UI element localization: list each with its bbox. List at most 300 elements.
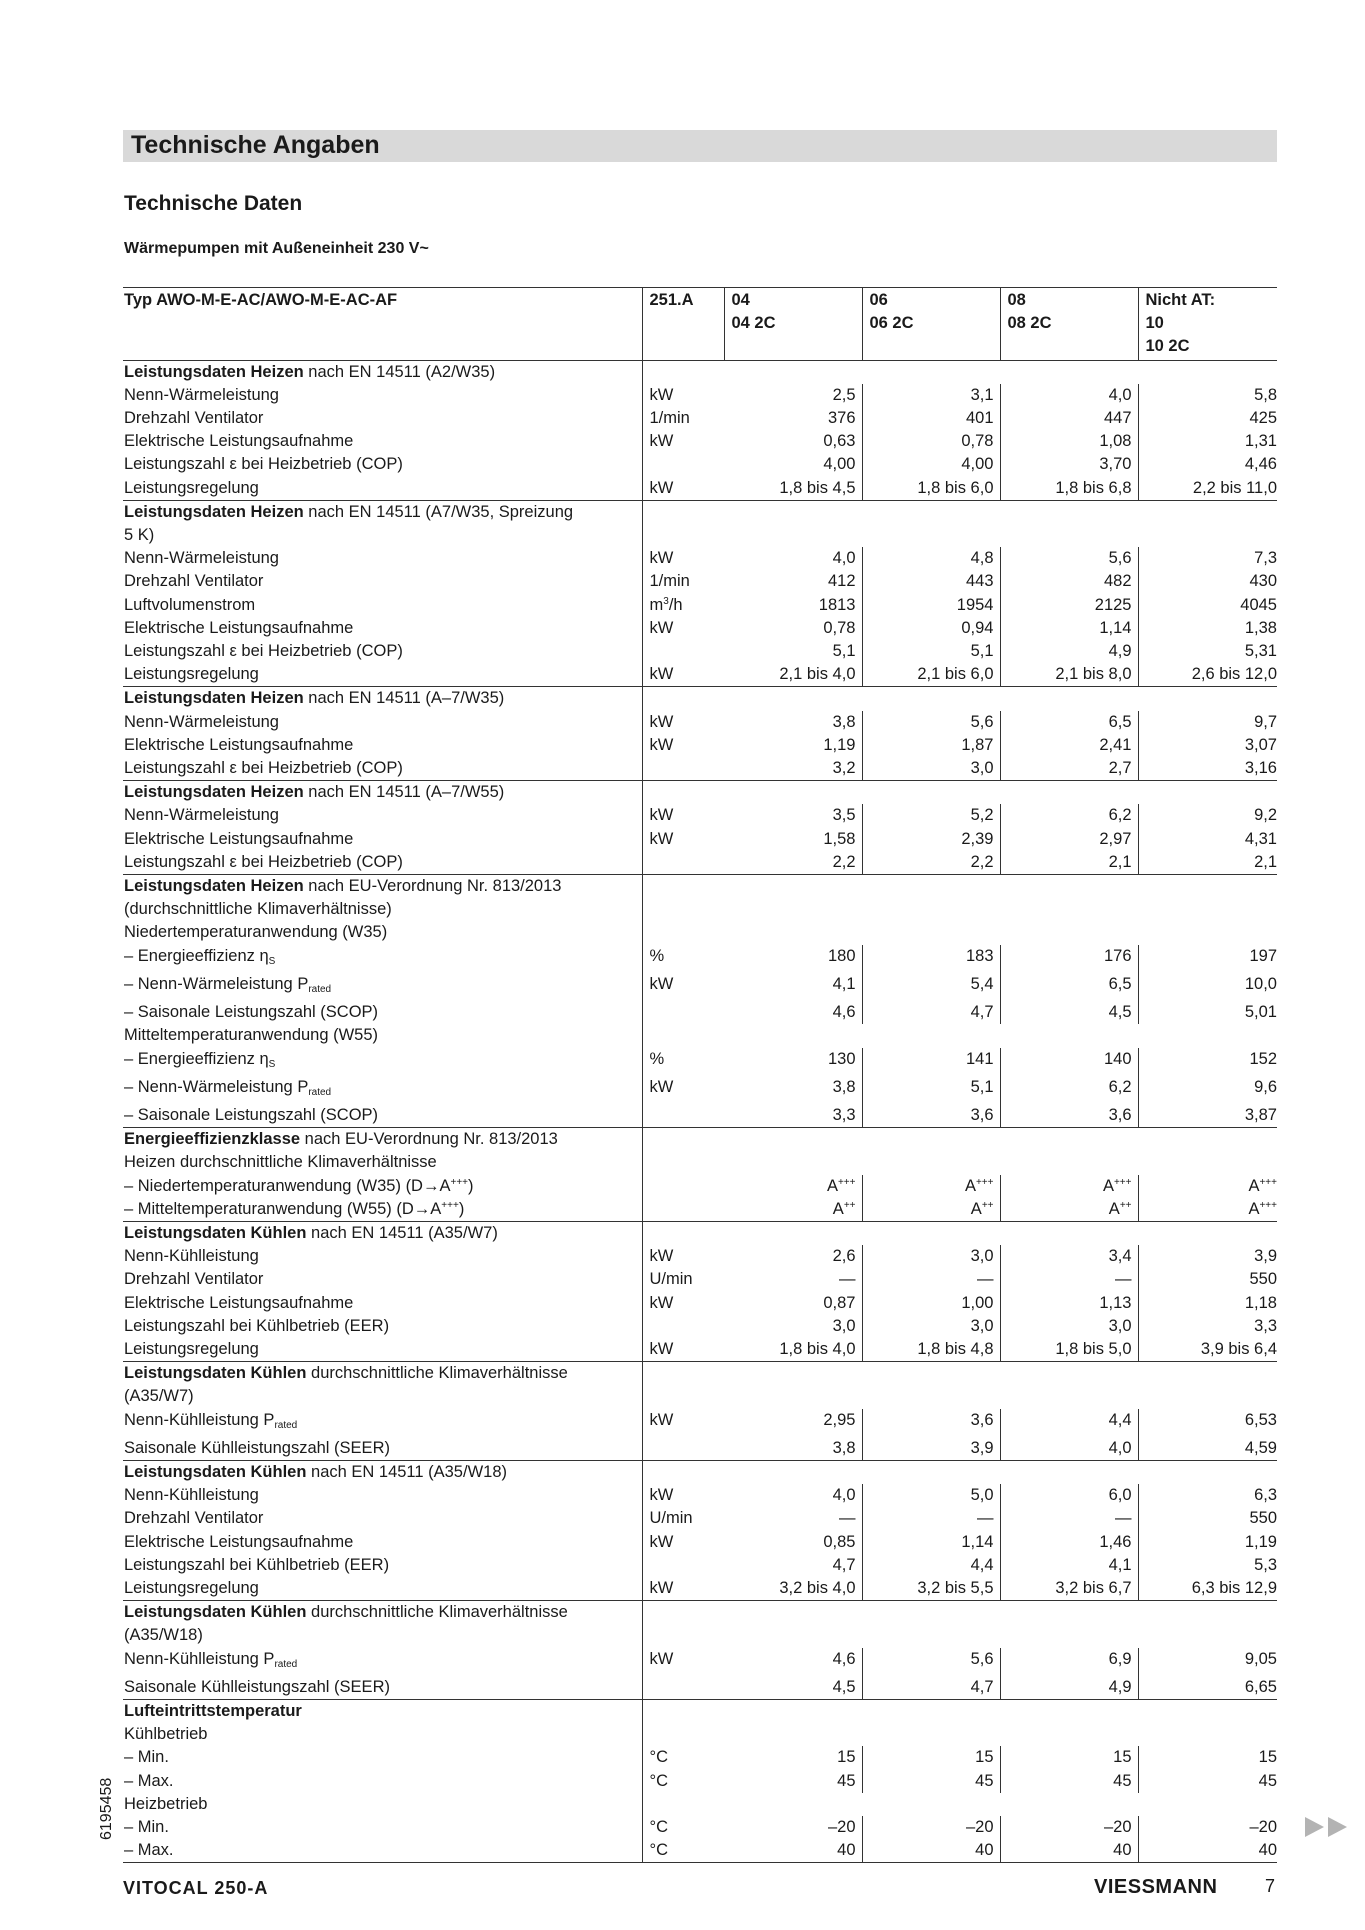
value-cell: 443	[862, 570, 1000, 593]
unit-cell: °C	[642, 1839, 724, 1863]
value-cell: 40	[1138, 1839, 1277, 1863]
table-row	[123, 875, 1277, 899]
row-label	[123, 1409, 642, 1437]
value-cell	[862, 1221, 1000, 1245]
value-cell	[1000, 781, 1138, 805]
row-label-text: Leistungszahl bei Kühlbetrieb (EER)	[124, 1316, 390, 1335]
table-row	[123, 1024, 1277, 1047]
efficiency-class-plus: +++	[1113, 1176, 1132, 1188]
table-row	[123, 477, 1277, 501]
value-cell	[1000, 1793, 1138, 1816]
value-cell: 447	[1000, 407, 1138, 430]
row-label-text: Luftvolumenstrom	[124, 595, 256, 614]
row-label	[123, 1676, 642, 1700]
unit-cell	[642, 875, 724, 899]
value-cell: 4,4	[862, 1554, 1000, 1577]
row-label-text: – Energieeffizienz η	[124, 946, 269, 965]
unit-cell	[642, 1437, 724, 1461]
table-row	[123, 1460, 1277, 1484]
value-cell: 4,7	[862, 1676, 1000, 1700]
row-label	[123, 1338, 642, 1362]
value-cell	[862, 1460, 1000, 1484]
efficiency-class-plus: +++	[975, 1176, 994, 1188]
value-cell: 2,7	[1000, 757, 1138, 781]
value-cell: 3,2 bis 6,7	[1000, 1577, 1138, 1601]
value-cell	[724, 1699, 862, 1723]
page-number: 7	[1265, 1876, 1276, 1896]
unit-cell: kW	[642, 1484, 724, 1507]
value-cell: 1,8 bis 4,5	[724, 477, 862, 501]
row-label-text: – Min.	[124, 1748, 169, 1767]
row-label: Heizbetrieb	[124, 1794, 208, 1813]
value-cell	[724, 360, 862, 384]
row-label-text: Drehzahl Ventilator	[124, 572, 264, 591]
value-cell	[724, 1793, 862, 1816]
row-label	[123, 1245, 642, 1268]
value-cell: —	[1000, 1507, 1138, 1530]
table-row	[123, 1839, 1277, 1863]
value-cell: 482	[1000, 570, 1138, 593]
row-label	[123, 1175, 642, 1198]
document-number: 6195458	[98, 1777, 115, 1840]
value-cell: 5,6	[862, 1648, 1000, 1676]
unit-cell	[642, 1128, 724, 1152]
unit-cell: kW	[642, 547, 724, 570]
value-cell: 1,19	[724, 734, 862, 757]
value-cell: 5,6	[1000, 547, 1138, 570]
value-cell: 45	[724, 1770, 862, 1793]
row-label-text: Leistungszahl bei Kühlbetrieb (EER)	[124, 1555, 390, 1574]
table-row	[123, 1409, 1277, 1437]
row-label	[123, 1048, 642, 1076]
row-label-text: Saisonale Kühlleistungszahl (SEER)	[124, 1438, 390, 1457]
value-cell: –20	[862, 1816, 1000, 1839]
value-cell: 5,01	[1244, 1003, 1277, 1022]
value-cell: 3,1	[862, 384, 1000, 407]
row-label-text: Elektrische Leistungsaufnahme	[124, 1532, 354, 1551]
value-cell: 6,5	[1000, 711, 1138, 734]
value-cell: 3,6	[862, 1409, 1000, 1437]
efficiency-class-plus: ++	[981, 1199, 994, 1211]
row-label-subscript: S	[268, 1058, 276, 1070]
row-label	[123, 1076, 642, 1104]
row-label	[123, 1839, 642, 1863]
value-cell: —	[862, 1507, 1000, 1530]
row-label	[123, 1648, 642, 1676]
value-cell	[1000, 1151, 1138, 1174]
row-label-subscript: S	[268, 955, 276, 967]
unit-cell	[642, 921, 724, 944]
group-title-rest: nach EN 14511 (A2/W35)	[303, 362, 496, 381]
value-cell	[862, 1624, 1000, 1647]
value-cell: 197	[1249, 946, 1277, 965]
table-row	[123, 1601, 1277, 1625]
row-label: Niedertemperaturanwendung (W35)	[124, 923, 388, 942]
table-row	[123, 640, 1277, 663]
table-row	[123, 1245, 1277, 1268]
value-cell: 1,46	[1000, 1531, 1138, 1554]
group-title-bold: Leistungsdaten Heizen	[124, 502, 304, 521]
value-cell: 5,1	[862, 640, 1000, 663]
row-label	[123, 973, 642, 1001]
unit-cell: kW	[642, 1648, 724, 1676]
header-col-08: 08 08 2C	[1000, 288, 1138, 361]
row-label: Lufteintrittstemperatur	[123, 1699, 642, 1723]
row-label	[123, 1531, 642, 1554]
row-label-text: – Max.	[124, 1771, 174, 1790]
value-cell: 3,0	[724, 1315, 862, 1338]
row-label	[123, 1746, 642, 1769]
efficiency-class-plus: +++	[1259, 1176, 1277, 1188]
row-label	[123, 734, 642, 757]
value-cell: 4,8	[862, 547, 1000, 570]
unit-base: m	[649, 595, 664, 614]
value-cell	[1138, 687, 1277, 711]
value-cell: 183	[862, 945, 1000, 973]
group-title-rest: nach EN 14511 (A7/W35, Spreizung	[303, 502, 574, 521]
group-title-rest: nach EN 14511 (A35/W18)	[306, 1462, 507, 1481]
value-cell: 6,2	[1000, 804, 1138, 827]
value-cell	[1138, 1601, 1277, 1625]
row-label-text: Drehzahl Ventilator	[124, 409, 264, 428]
value-cell	[862, 898, 1000, 921]
value-cell: 4,5	[1000, 1001, 1138, 1024]
unit-cell: kW	[642, 1577, 724, 1601]
unit-cell	[642, 1723, 724, 1746]
value-cell: 2,1	[1138, 851, 1277, 875]
group-title-bold: Leistungsdaten Kühlen	[124, 1223, 307, 1242]
row-label	[123, 640, 642, 663]
unit-cell: U/min	[642, 1268, 724, 1291]
row-label-subscript: rated	[308, 1086, 332, 1098]
unit-cell: kW	[642, 384, 724, 407]
value-cell	[724, 1723, 862, 1746]
row-label-text: – Nenn-Wärmeleistung P	[124, 974, 309, 993]
value-cell	[1138, 1723, 1277, 1746]
value-cell	[1138, 1024, 1277, 1047]
row-label: Heizen durchschnittliche Klimaverhältnisse	[124, 1153, 437, 1172]
efficiency-class-cell	[1000, 1175, 1138, 1198]
row-label-text: – Mitteltemperaturanwendung (W55) (D→A	[124, 1199, 442, 1218]
row-label	[123, 407, 642, 430]
value-cell: 6,65	[1138, 1676, 1277, 1700]
row-label-text: – Energieeffizienz η	[124, 1049, 269, 1068]
row-label	[123, 851, 642, 875]
value-cell: 3,6	[1000, 1104, 1138, 1128]
efficiency-class-base: A	[1102, 1176, 1114, 1195]
table-row	[123, 734, 1277, 757]
value-cell	[724, 1385, 862, 1408]
section-title: Technische Daten	[124, 192, 303, 215]
value-cell: 3,6	[862, 1104, 1000, 1128]
row-label	[123, 1484, 642, 1507]
table-row	[123, 1484, 1277, 1507]
efficiency-class-base: A	[970, 1199, 982, 1218]
table-row	[123, 1175, 1277, 1198]
value-cell: 550	[1249, 1270, 1277, 1289]
group-title-rest: nach EU-Verordnung Nr. 813/2013	[300, 1130, 558, 1149]
table-header-row	[123, 288, 1277, 361]
value-cell	[1000, 875, 1138, 899]
value-cell: 3,2 bis 4,0	[724, 1577, 862, 1601]
row-label-text: Leistungszahl ε bei Heizbetrieb (COP)	[124, 455, 403, 474]
unit-cell	[642, 781, 724, 805]
value-cell	[1000, 360, 1138, 384]
row-label	[123, 430, 642, 453]
value-cell	[1000, 524, 1138, 547]
value-cell: 9,7	[1254, 712, 1277, 731]
unit-cell: kW	[642, 734, 724, 757]
value-cell: 5,3	[1254, 1555, 1277, 1574]
table-row	[123, 663, 1277, 687]
row-label-text: Nenn-Wärmeleistung	[124, 806, 279, 825]
value-cell	[1138, 1793, 1277, 1816]
value-cell	[724, 898, 862, 921]
value-cell: 1813	[724, 594, 862, 617]
value-cell: 3,0	[1000, 1315, 1138, 1338]
efficiency-class-cell	[1000, 1198, 1138, 1222]
table-row	[123, 453, 1277, 476]
table-row	[123, 1048, 1277, 1076]
efficiency-class-base: A	[1108, 1199, 1120, 1218]
value-cell: 1,08	[1000, 430, 1138, 453]
row-label	[123, 1001, 642, 1024]
value-cell	[1000, 1221, 1138, 1245]
row-label-text: Elektrische Leistungsaufnahme	[124, 829, 354, 848]
table-row	[123, 1531, 1277, 1554]
value-cell: 1,18	[1244, 1293, 1277, 1312]
unit-cell: kW	[642, 804, 724, 827]
group-title-bold: Leistungsdaten Heizen	[124, 783, 304, 802]
unit-cell	[642, 1175, 724, 1198]
value-cell: 15	[1258, 1748, 1277, 1767]
footer-brand-logo: VIESSMANN	[1094, 1876, 1218, 1898]
table-row	[123, 1624, 1277, 1647]
value-cell	[1138, 360, 1277, 384]
value-cell	[1138, 500, 1277, 524]
unit-cell	[642, 1104, 724, 1128]
row-label	[123, 477, 642, 501]
value-cell: 4,59	[1138, 1437, 1277, 1461]
row-label: (A35/W18)	[124, 1626, 203, 1645]
value-cell: 10,0	[1244, 974, 1277, 993]
value-cell	[862, 360, 1000, 384]
value-cell: 2,5	[724, 384, 862, 407]
value-cell: –20	[1249, 1818, 1277, 1836]
value-cell	[1000, 921, 1138, 944]
unit-cell: kW	[642, 1531, 724, 1554]
value-cell	[1138, 781, 1277, 805]
group-title	[123, 687, 642, 711]
group-title	[123, 1460, 642, 1484]
value-cell	[724, 1024, 862, 1047]
value-cell	[862, 1699, 1000, 1723]
row-label-subscript: rated	[274, 1419, 298, 1431]
value-cell	[1138, 898, 1277, 921]
table-row	[123, 1151, 1277, 1174]
group-title	[123, 1221, 642, 1245]
value-cell: 5,0	[862, 1484, 1000, 1507]
unit-cell: kW	[642, 1245, 724, 1268]
unit-cell: kW	[642, 430, 724, 453]
value-cell: 1,38	[1244, 618, 1277, 637]
value-cell	[862, 524, 1000, 547]
unit-cell: %	[642, 945, 724, 973]
row-label	[123, 384, 642, 407]
table-row	[123, 851, 1277, 875]
unit-cell	[642, 687, 724, 711]
value-cell: 152	[1249, 1049, 1277, 1068]
value-cell: 180	[724, 945, 862, 973]
table-row	[123, 1554, 1277, 1577]
value-cell: 5,8	[1254, 385, 1277, 404]
value-cell: 45	[1000, 1770, 1138, 1793]
value-cell: 9,6	[1254, 1077, 1277, 1096]
value-cell	[862, 1362, 1000, 1386]
group-title-bold: Leistungsdaten Kühlen	[124, 1364, 307, 1383]
value-cell: 3,5	[724, 804, 862, 827]
value-cell	[1138, 1151, 1277, 1174]
value-cell: 3,70	[1000, 453, 1138, 476]
value-cell: 3,9	[1254, 1247, 1277, 1266]
unit-cell	[642, 1460, 724, 1484]
value-cell	[1138, 1385, 1277, 1408]
efficiency-class-cell	[862, 1175, 1000, 1198]
row-label	[123, 828, 642, 851]
value-cell: 2,2	[724, 851, 862, 875]
row-label-text: Elektrische Leistungsaufnahme	[124, 432, 354, 451]
row-label-text: – Max.	[124, 1841, 174, 1860]
value-cell: 4,6	[724, 1648, 862, 1676]
table-row	[123, 1198, 1277, 1222]
table-row	[123, 1221, 1277, 1245]
unit-cell	[642, 1385, 724, 1408]
efficiency-class-base: A	[826, 1176, 838, 1195]
row-label	[123, 1104, 642, 1128]
row-label-text: Leistungsregelung	[124, 478, 259, 497]
group-title-rest: nach EN 14511 (A35/W7)	[306, 1223, 498, 1242]
value-cell: 6,0	[1000, 1484, 1138, 1507]
table-row	[123, 1104, 1277, 1128]
group-title-rest: nach EU-Verordnung Nr. 813/2013	[303, 877, 562, 896]
value-cell: —	[1000, 1268, 1138, 1291]
next-page-arrows-icon[interactable]	[1305, 1816, 1350, 1838]
table-row	[123, 1793, 1277, 1816]
value-cell: 4,6	[724, 1001, 862, 1024]
value-cell: 3,07	[1244, 735, 1277, 754]
value-cell: 15	[724, 1746, 862, 1769]
table-row	[123, 781, 1277, 805]
value-cell: 1,8 bis 6,8	[1000, 477, 1138, 501]
unit-cell: °C	[642, 1816, 724, 1839]
table-row	[123, 570, 1277, 593]
value-cell: 4,1	[724, 973, 862, 1001]
value-cell: 5,4	[862, 973, 1000, 1001]
row-label	[123, 1268, 642, 1291]
value-cell: 4,00	[862, 453, 1000, 476]
value-cell: 2,95	[724, 1409, 862, 1437]
value-cell: 0,78	[724, 617, 862, 640]
group-title-bold: Leistungsdaten Kühlen	[124, 1603, 307, 1622]
efficiency-class-plus: +++	[837, 1176, 856, 1188]
unit-rest: /h	[668, 595, 683, 614]
value-cell	[1000, 1385, 1138, 1408]
unit-cell	[642, 453, 724, 476]
value-cell: 1,31	[1244, 432, 1277, 451]
value-cell: 6,3 bis 12,9	[1138, 1577, 1277, 1601]
row-label	[123, 1816, 642, 1839]
table-row	[123, 1648, 1277, 1676]
value-cell: 1,8 bis 4,0	[724, 1338, 862, 1362]
value-cell: 3,4	[1000, 1245, 1138, 1268]
group-title	[123, 1601, 642, 1625]
table-row	[123, 945, 1277, 973]
value-cell: 2,97	[1000, 828, 1138, 851]
value-cell: 3,87	[1138, 1104, 1277, 1128]
table-row	[123, 1676, 1277, 1700]
value-cell: 1,14	[862, 1531, 1000, 1554]
table-row	[123, 1385, 1277, 1408]
value-cell	[1138, 1128, 1277, 1152]
value-cell	[724, 875, 862, 899]
row-label-text: Nenn-Kühlleistung P	[124, 1410, 275, 1429]
value-cell: 3,8	[724, 1437, 862, 1461]
value-cell: 5,1	[724, 640, 862, 663]
value-cell: 3,0	[862, 1315, 1000, 1338]
value-cell	[724, 1151, 862, 1174]
row-label-text: Nenn-Kühlleistung P	[124, 1649, 275, 1668]
table-row	[123, 1362, 1277, 1386]
efficiency-class-cell	[1138, 1175, 1277, 1198]
value-cell: 40	[862, 1839, 1000, 1863]
value-cell	[862, 1793, 1000, 1816]
row-label	[123, 594, 642, 617]
value-cell: 2,1 bis 6,0	[862, 663, 1000, 687]
table-row	[123, 757, 1277, 781]
unit-cell	[642, 1001, 724, 1024]
value-cell	[862, 921, 1000, 944]
value-cell: 3,8	[724, 711, 862, 734]
value-cell	[724, 687, 862, 711]
value-cell	[862, 1601, 1000, 1625]
value-cell: 3,9	[862, 1437, 1000, 1461]
group-title	[123, 1128, 642, 1152]
group-title	[123, 360, 642, 384]
row-label	[123, 1315, 642, 1338]
table-row	[123, 828, 1277, 851]
table-row	[123, 1315, 1277, 1338]
unit-cell: kW	[642, 663, 724, 687]
row-label-text: Nenn-Kühlleistung	[124, 1247, 259, 1266]
value-cell: 0,63	[724, 430, 862, 453]
value-cell: 3,9 bis 6,4	[1138, 1338, 1277, 1362]
table-row	[123, 1577, 1277, 1601]
value-cell: 15	[862, 1746, 1000, 1769]
value-cell: 6,5	[1000, 973, 1138, 1001]
page-heading: Technische Angaben	[131, 131, 380, 159]
row-label	[123, 711, 642, 734]
value-cell	[1000, 1460, 1138, 1484]
unit-cell: U/min	[642, 1507, 724, 1530]
unit-cell: kW	[642, 617, 724, 640]
group-title	[123, 1362, 642, 1386]
row-label-text: Leistungsregelung	[124, 1578, 259, 1597]
row-label-superscript: +++	[441, 1199, 459, 1211]
value-cell: 430	[1249, 572, 1277, 591]
value-cell: 176	[1000, 945, 1138, 973]
value-cell: 2,39	[862, 828, 1000, 851]
unit-cell: kW	[642, 711, 724, 734]
